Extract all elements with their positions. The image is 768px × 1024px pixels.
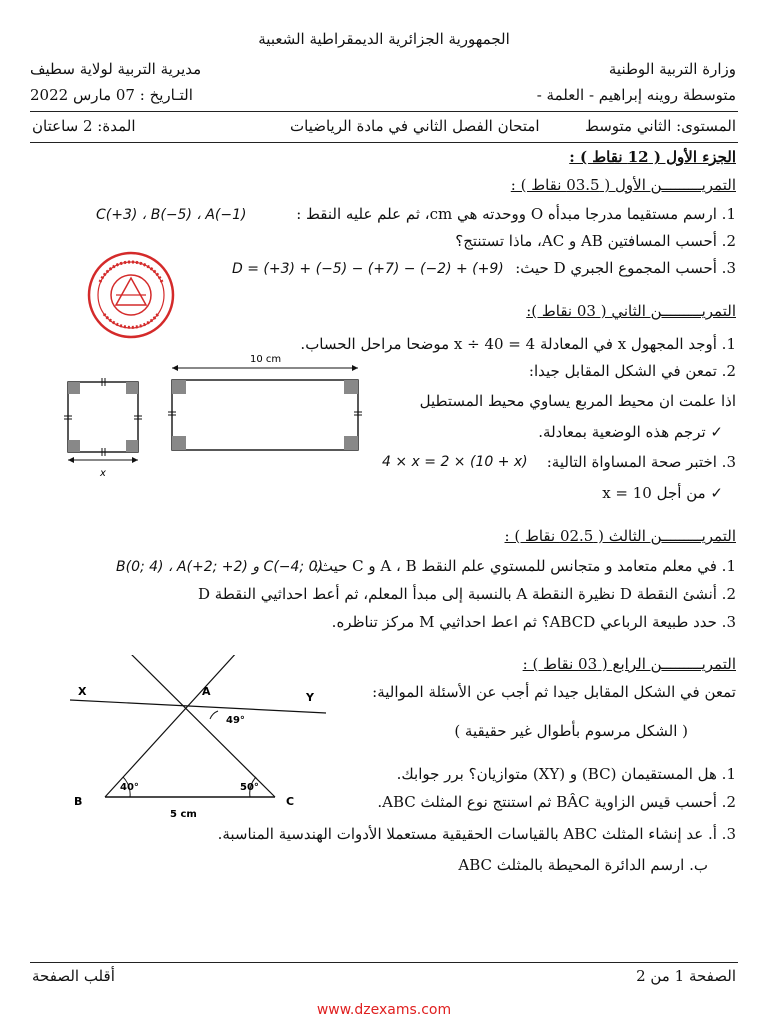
school-stamp bbox=[86, 250, 176, 340]
ex1-q3: 3. أحسب المجموع الجبري D حيث: bbox=[515, 259, 736, 277]
directorate: مديرية التربية لولاية سطيف bbox=[30, 60, 202, 78]
label-b: B bbox=[74, 795, 83, 808]
ex3-q2: 2. أنشئ النقطة D نظيرة النقطة A بالنسبة إلى مبدأ المعلم، ثم أعط احداثيي النقطة D bbox=[198, 585, 736, 603]
ex1-q2: 2. أحسب المسافتين AB و AC، ماذا تستنتج؟ bbox=[455, 232, 736, 250]
ex4-q3b: ب. ارسم الدائرة المحيطة بالمثلث ABC bbox=[458, 856, 708, 874]
ex4-intro: تمعن في الشكل المقابل جيدا ثم أجب عن الأسئلة الموالية: bbox=[372, 683, 736, 701]
level: المستوى: الثاني متوسط bbox=[584, 117, 736, 135]
ex2-q2-check: ✓ ترجم هذه الوضعية بمعادلة. bbox=[538, 423, 723, 441]
ex1-title: التمريـــــــــن الأول ( 03.5 نقاط ) : bbox=[510, 176, 736, 194]
ex2-title: التمريـــــــــن الثاني ( 03 نقاط ): bbox=[526, 302, 736, 320]
ex3-q1: 1. في معلم متعامد و متجانس للمستوي علم النقط A ، B و C حيث: bbox=[313, 557, 736, 575]
part1-title: الجزء الأول ( 12 نقاط ) : bbox=[569, 148, 736, 166]
label-a: A bbox=[202, 685, 211, 698]
label-c: C bbox=[286, 795, 295, 808]
ex2-q2-text: اذا علمت ان محيط المربع يساوي محيط المستطيل bbox=[419, 392, 736, 410]
ministry: وزارة التربية الوطنية bbox=[608, 60, 736, 78]
header-divider-bottom bbox=[30, 142, 738, 143]
republic-title: الجمهورية الجزائرية الديمقراطية الشعبية bbox=[258, 30, 510, 48]
school-name: متوسطة روينه إبراهيم - العلمة - bbox=[536, 86, 736, 104]
square-side-label: x bbox=[100, 468, 106, 479]
rectangle-width-label: 10 cm bbox=[250, 354, 282, 365]
label-x: X bbox=[78, 685, 87, 698]
ex4-q3a: 3. أ. عد إنشاء المثلث ABC بالقياسات الحقيقية مستعملا الأدوات الهندسية المناسبة. bbox=[217, 825, 736, 843]
footer-divider bbox=[30, 962, 738, 963]
ex2-q3: 3. اختبر صحة المساواة التالية: bbox=[546, 453, 736, 471]
duration: المدة: 2 ساعتان bbox=[32, 117, 136, 135]
label-angle-c: 50° bbox=[240, 782, 259, 793]
page-number: الصفحة 1 من 2 bbox=[636, 967, 736, 985]
ex1-q1-points: C(+3) ، B(−5) ، A(−1) bbox=[96, 207, 247, 223]
ex3-q1-points: C(−4; 0) و B(0; 4) ، A(+2; +2) bbox=[116, 559, 323, 575]
square-rectangle-figure bbox=[60, 350, 380, 485]
label-angle-a: 49° bbox=[226, 715, 245, 726]
ex3-q3: 3. حدد طبيعة الرباعي ABCD؟ ثم اعط احداثيي M مركز تناظره. bbox=[331, 613, 736, 631]
exam-date: التـاريخ : 07 مارس 2022 bbox=[30, 86, 193, 104]
exam-title: امتحان الفصل الثاني في مادة الرياضيات bbox=[290, 117, 540, 135]
site-url[interactable]: www.dzexams.com bbox=[316, 1002, 452, 1018]
ex1-q1: 1. ارسم مستقيما مدرجا مبدأه O ووحدته هي cm، ثم علم عليه النقط : bbox=[296, 205, 736, 223]
ex2-q3-expr: 4 × x = 2 × (10 + x) bbox=[382, 454, 528, 470]
line-ac bbox=[128, 655, 275, 797]
label-y: Y bbox=[306, 691, 314, 704]
ex3-title: التمريـــــــــن الثالث ( 02.5 نقاط ) : bbox=[504, 527, 736, 545]
ex1-q3-expr: D = (+3) + (−5) − (+7) − (−2) + (+9) bbox=[232, 261, 504, 277]
ex4-q1: 1. هل المستقيمان (BC) و (XY) متوازيان؟ برر جوابك. bbox=[396, 765, 736, 783]
ex4-title: التمريـــــــــن الرابع ( 03 نقاط ) : bbox=[522, 655, 736, 673]
header-divider-top bbox=[30, 111, 738, 112]
turn-page: أقلب الصفحة bbox=[32, 967, 115, 985]
ex2-q2: 2. تمعن في الشكل المقابل جيدا: bbox=[528, 362, 736, 380]
ex2-q3-check: ✓ من أجل x = 10 bbox=[602, 484, 723, 502]
line-xy bbox=[70, 700, 326, 713]
triangle-figure bbox=[70, 655, 330, 825]
label-bc-length: 5 cm bbox=[170, 809, 197, 820]
ex4-note: ( الشكل مرسوم بأطوال غير حقيقية ) bbox=[454, 722, 688, 740]
label-angle-b: 40° bbox=[120, 782, 139, 793]
line-ab bbox=[105, 655, 238, 797]
ex2-q1: 1. أوجد المجهول x في المعادلة 4 = x ÷ 40 موضحا مراحل الحساب. bbox=[300, 335, 736, 353]
ex4-q2: 2. أحسب قيس الزاوية BÂC ثم استنتج نوع المثلث ABC. bbox=[377, 793, 736, 811]
